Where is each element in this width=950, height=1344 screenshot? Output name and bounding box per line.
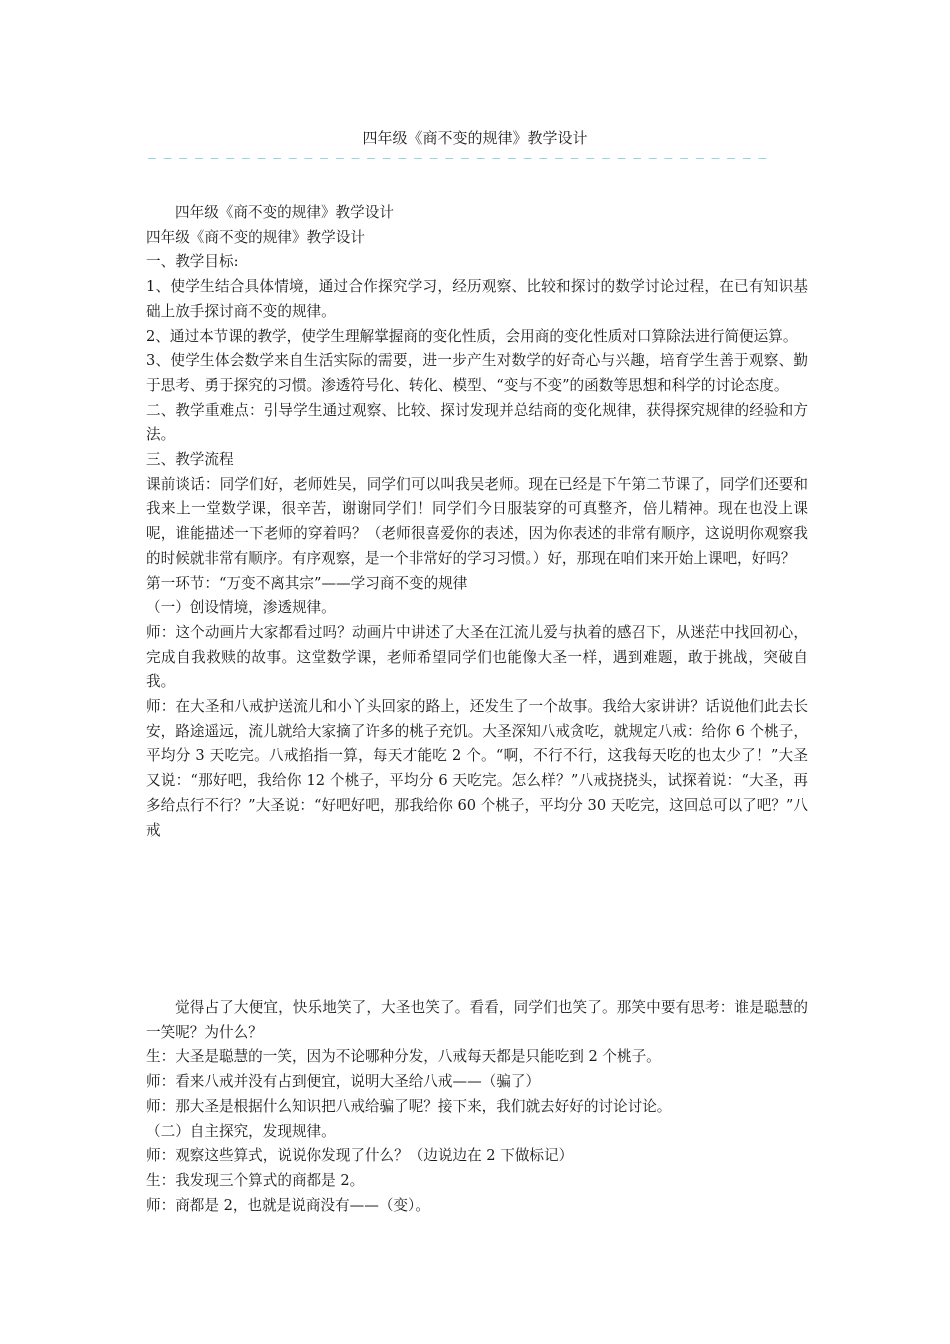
teacher-line-1: 师：看来八戒并没有占到便宜，说明大圣给八戒——（骗了） — [146, 1073, 541, 1091]
page-body-section-2 — [146, 996, 808, 1218]
section-heading-goals: 一、教学目标: — [146, 253, 239, 271]
goal-item-1: 1、使学生结合具体情境，通过合作探究学习，经历观察、比较和探讨的数学讨论过程，在已有知识基础上放手探讨商不变的规律。 — [146, 278, 808, 320]
teacher-paragraph-story: 师：在大圣和八戒护送流儿和小丫头回家的路上，还发生了一个故事。我给大家讲讲？话说他们此去长安，路途遥远，流儿就给大家摘了许多的桃子充饥。大圣深知八戒贪吃，就规定八戒：给你 6 个桃子，平均分 3 天吃完。八戒掐指一算，每天才能吃 2 个。“啊，不行不行，这我每天吃的也太少了！”大圣又说：“那好吧，我给你 12 个桃子，平均分 6 天吃完。怎么样？”八戒挠挠头，试探着说：“大圣，再多给点行不行？”大圣说：“好吧好吧，那我给你 60 个桃子，平均分 30 天吃完，这回总可以了吧？”八戒 — [146, 698, 808, 839]
document-title: 四年级《商不变的规律》教学设计 — [362, 129, 588, 147]
pre-class-talk: 课前谈话：同学们好，老师姓吴，同学们可以叫我吴老师。现在已经是下午第二节课了，同学们还要和我来上一堂数学课，很辛苦，谢谢同学们！同学们今日服装穿的可真整齐，倍儿精神。现在也没上课呢，谁能描述一下老师的穿着吗？（老师很喜爱你的表述，因为你表述的非常有顺序，这说明你观察我的时候就非常有顺序。有序观察，是一个非常好的学习习惯。）好，那现在咱们来开始上课吧，好吗？ — [146, 475, 808, 567]
sub-heading-scenario: （一）创设情境，渗透规律。 — [146, 599, 336, 617]
teacher-paragraph-cartoon: 师：这个动画片大家都看过吗？动画片中讲述了大圣在江流儿爱与执着的感召下，从迷茫中找回初心，完成自我救赎的故事。这堂数学课，老师希望同学们也能像大圣一样，遇到难题，敢于挑战，突破自我。 — [146, 623, 808, 691]
teacher-line-4: 师：商都是 2，也就是说商没有——（变）。 — [146, 1196, 430, 1214]
story-continuation: 觉得占了大便宜，快乐地笑了，大圣也笑了。看看，同学们也笑了。那笑中要有思考：谁是聪慧的一笑呢？为什么？ — [146, 999, 808, 1041]
goal-item-3: 3、使学生体会数学来自生活实际的需要，进一步产生对数学的好奇心与兴趣，培育学生善于观察、勤于思考、勇于探究的习惯。渗透符号化、转化、模型、“变与不变”的函数等思想和科学的讨论态度。 — [146, 352, 808, 394]
sub-heading-explore: （二）自主探究，发现规律。 — [146, 1122, 336, 1140]
header-divider: — — — — — — — — — — — — — — — — — — — — — — — — — — — — — — — — — — — — — — — — — [148, 152, 767, 166]
stage-heading-1: 第一环节：“万变不离其宗”——学习商不变的规律 — [146, 574, 468, 592]
teacher-line-3: 师：观察这些算式，说说你发现了什么？（边说边在 2 下做标记） — [146, 1147, 574, 1165]
student-answer-2: 生：我发现三个算式的商都是 2。 — [146, 1171, 365, 1189]
page-body-section-1 — [146, 201, 808, 843]
teacher-line-2: 师：那大圣是根据什么知识把八戒给骗了呢？接下来，我们就去好好的讨论讨论。 — [146, 1097, 672, 1115]
body-title-indented: 四年级《商不变的规律》教学设计 — [175, 204, 394, 221]
goal-item-2: 2、通过本节课的教学，使学生理解掌握商的变化性质，会用商的变化性质对口算除法进行简便运算。 — [146, 327, 798, 345]
student-answer-1: 生：大圣是聪慧的一笑，因为不论哪种分发，八戒每天都是只能吃到 2 个桃子。 — [146, 1048, 661, 1066]
section-heading-key-points: 二、教学重难点：引导学生通过观察、比较、探讨发现并总结商的变化规律，获得探究规律的经验和方法。 — [146, 401, 808, 444]
body-title: 四年级《商不变的规律》教学设计 — [146, 228, 365, 246]
section-heading-process: 三、教学流程 — [146, 451, 234, 469]
